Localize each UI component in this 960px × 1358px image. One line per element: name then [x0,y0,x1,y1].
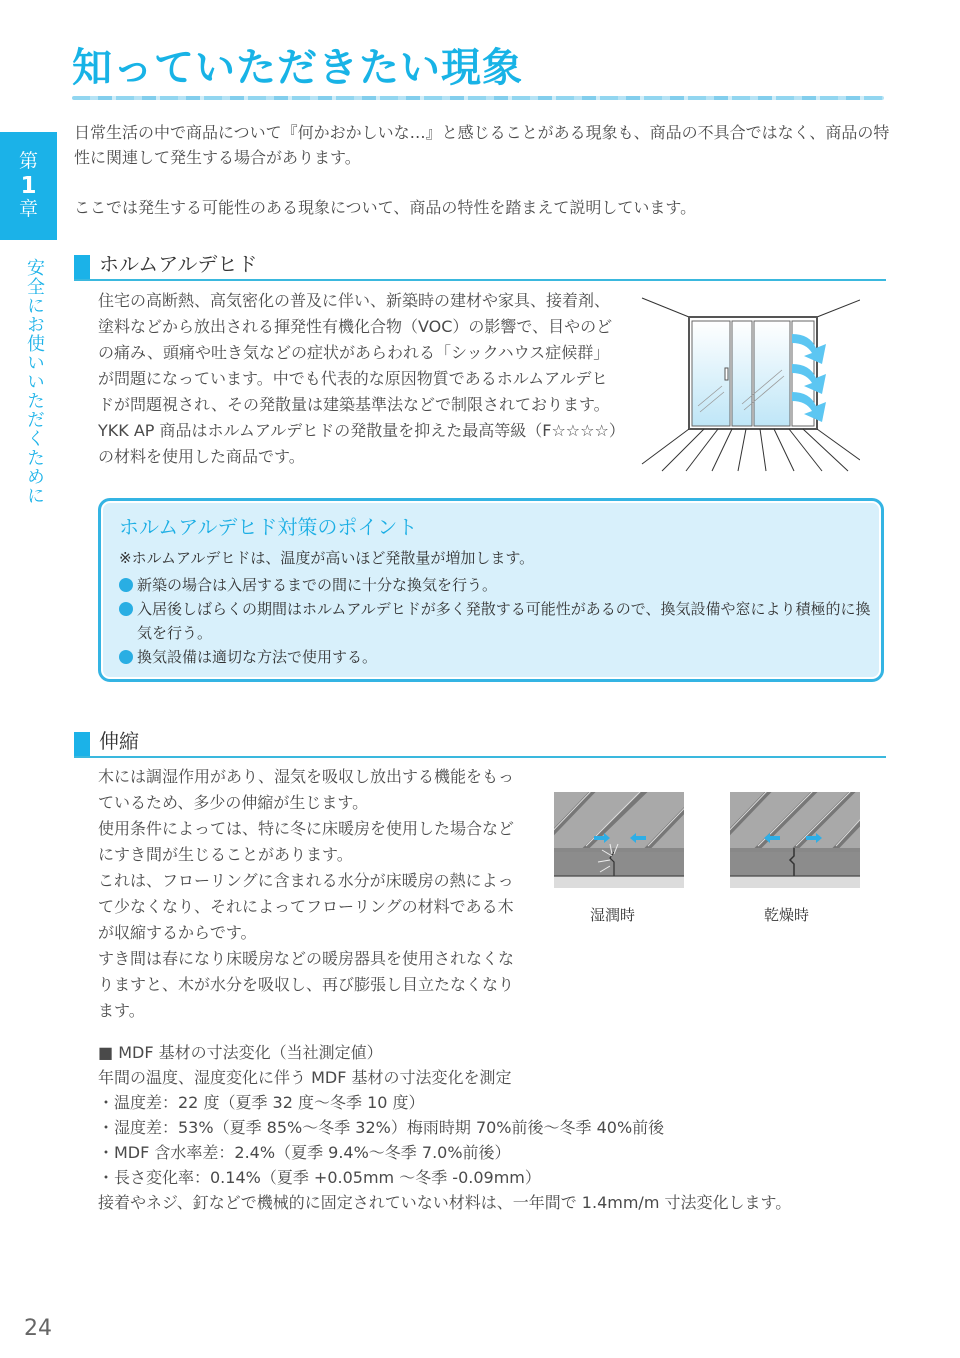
chapter-vertical-label: 安全にお使いいただくために [24,258,45,505]
page-number: 24 [24,1316,52,1341]
mdf-line: ・MDF 含水率差：2.4%（夏季 9.4%〜冬季 7.0%前後） [98,1143,511,1162]
points-list-item: 換気設備は適切な方法で使用する。 [119,645,879,669]
title-underline [72,96,884,100]
bullet-dot-icon [119,578,133,592]
mdf-line: 接着やネジ、釘などで機械的に固定されていない材料は、一年間で 1.4mm/m 寸法変化します。 [98,1193,792,1212]
formaldehyde-points-box [98,498,884,682]
body-paragraph: YKK AP 商品はホルムアルデヒドの発散量を抑えた最高等級（F☆☆☆☆）の材料を使用した商品です。 [98,421,617,466]
bullet-dot-icon [119,650,133,664]
flooring-wet-illustration [554,792,684,888]
section-heading-text: ホルムアルデヒド [99,252,258,276]
section-marker [74,732,90,756]
section-heading-text: 伸縮 [99,729,139,753]
chapter-prefix: 第 [18,149,38,172]
section-heading-expansion [74,726,886,758]
points-box-title: ホルムアルデヒド対策のポイント [119,515,418,539]
intro-paragraph: 日常生活の中で商品について『何かおかしいな…』と感じることがある現象も、商品の不具合ではなく、商品の特性に関連して発生する場合があります。 [74,123,890,167]
bullet-dot-icon [119,602,133,616]
mdf-line: ・温度差：22 度（夏季 32 度〜冬季 10 度） [98,1093,425,1112]
points-list-item: 入居後しばらくの期間はホルムアルデヒドが多く発散する可能性があるので、換気設備や窓により積極的に換気を行う。 [119,597,879,645]
figure-caption-dry: 乾燥時 [764,906,810,924]
body-paragraph: 住宅の高断熱、高気密化の普及に伴い、新築時の建材や家具、接着剤、塗料などから放出される揮発性有機化合物（VOC）の影響で、目やのどの痛み、頭痛や吐き気などの症状があらわれる「シックハウス症候群」が問題になっています。中でも代表的な原因物質であるホルムアルデヒドが問題視され、その発散量は建築基準法などで制限されております。 [98,291,613,414]
mdf-dimension-notes [98,1040,898,1215]
formaldehyde-body [98,288,618,470]
intro-text [74,120,894,220]
body-paragraph: すき間は春になり床暖房などの暖房器具を使用されなくなりますと、木が水分を吸収し、再び膨張し目立たなくなります。 [98,949,515,1020]
body-paragraph: 木には調湿作用があり、湿気を吸収し放出する機能をもっているため、多少の伸縮が生じます。 [98,767,515,812]
points-list [119,573,879,669]
mdf-line: 年間の温度、湿度変化に伴う MDF 基材の寸法変化を測定 [98,1068,512,1087]
mdf-line: ・湿度差：53%（夏季 85%〜冬季 32%）梅雨時期 70%前後〜冬季 40%前後 [98,1118,665,1137]
body-paragraph: これは、フローリングに含まれる水分が床暖房の熱によって少なくなり、それによってフローリングの材料である木が収縮するからです。 [98,871,514,942]
figure-caption-wet: 湿潤時 [590,906,636,924]
chapter-tab [0,132,57,240]
chapter-number: 1 [20,172,37,199]
section-marker [74,255,90,279]
page-title: 知っていただきたい現象 [72,45,523,91]
flooring-dry-illustration [730,792,860,888]
points-box-note: ※ホルムアルデヒドは、温度が高いほど発散量が増加します。 [119,549,535,567]
mdf-line: ・長さ変化率：0.14%（夏季 +0.05mm 〜冬季 -0.09mm） [98,1168,541,1187]
chapter-suffix: 章 [18,198,38,221]
intro-paragraph: ここでは発生する可能性のある現象について、商品の特性を踏まえて説明しています。 [74,198,697,217]
room-window-ventilation-illustration [634,286,860,476]
section-heading-formaldehyde [74,249,886,281]
points-list-item: 新築の場合は入居するまでの間に十分な換気を行う。 [119,573,879,597]
body-paragraph: 使用条件によっては、特に冬に床暖房を使用した場合などにすき間が生じることがあります。 [98,819,515,864]
expansion-body [98,764,528,1024]
mdf-heading: ■ MDF 基材の寸法変化（当社測定値） [98,1043,383,1062]
